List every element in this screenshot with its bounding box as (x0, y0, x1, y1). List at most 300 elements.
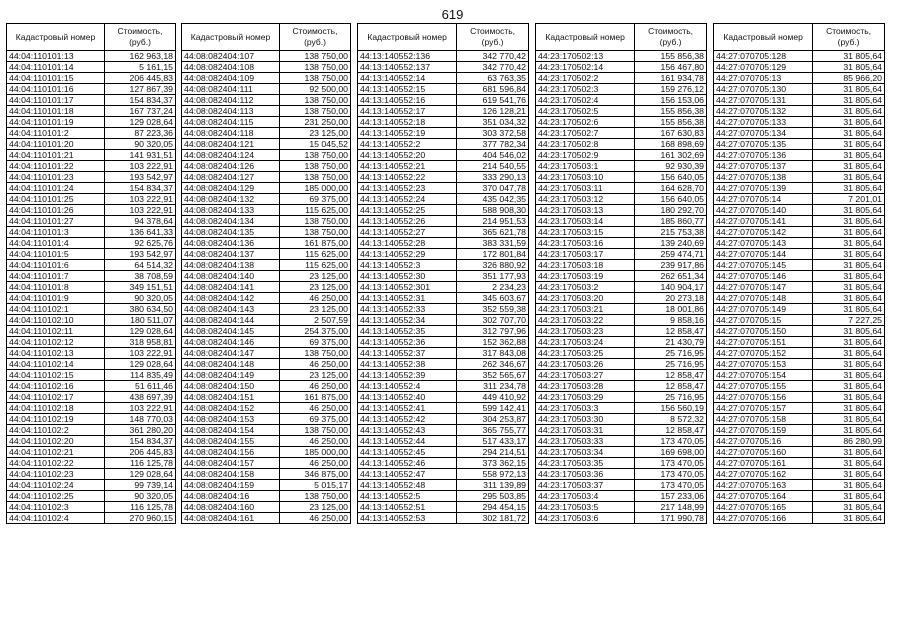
cost-cell: 206 445,83 (105, 73, 176, 84)
cost-cell: 599 142,41 (457, 403, 529, 414)
cost-cell: 23 125,00 (280, 271, 351, 282)
cost-cell: 87 223,36 (105, 128, 176, 139)
header-cadastral-number: Кадастровый номер (182, 24, 280, 51)
cost-cell: 295 503,85 (457, 491, 529, 502)
cost-cell: 619 541,76 (457, 95, 529, 106)
cadastral-number-cell: 44:27:070705:139 (714, 183, 813, 194)
cadastral-number-cell: 44:08:082404:111 (182, 84, 280, 95)
cost-cell: 2 507,59 (280, 315, 351, 326)
cadastral-number-cell: 44:04:110102:17 (7, 392, 105, 403)
table-row (714, 370, 885, 381)
cadastral-number-cell: 44:08:082404:148 (182, 359, 280, 370)
cost-cell: 31 805,64 (813, 392, 885, 403)
cost-cell: 294 454,15 (457, 502, 529, 513)
cost-cell: 326 880,92 (457, 260, 529, 271)
table-row (536, 425, 707, 436)
cadastral-number-cell: 44:08:082404:140 (182, 271, 280, 282)
cadastral-number-cell: 44:08:082404:160 (182, 502, 280, 513)
cadastral-number-cell: 44:04:110101:23 (7, 172, 105, 183)
cost-cell: 361 280,20 (105, 425, 176, 436)
table-row (536, 271, 707, 282)
cost-cell: 333 290,13 (457, 172, 529, 183)
table-row (182, 282, 351, 293)
cadastral-number-cell: 44:13:140552:51 (358, 502, 457, 513)
cost-cell: 185 000,00 (280, 183, 351, 194)
table-row (358, 260, 529, 271)
cadastral-number-cell: 44:13:140552:3 (358, 260, 457, 271)
table-row (182, 73, 351, 84)
cadastral-number-cell: 44:23:170503:10 (536, 172, 635, 183)
cadastral-number-cell: 44:23:170503:34 (536, 447, 635, 458)
table-row (7, 172, 176, 183)
cost-cell: 46 250,00 (280, 381, 351, 392)
cost-cell: 12 858,47 (635, 381, 707, 392)
cadastral-number-cell: 44:04:110102:10 (7, 315, 105, 326)
cost-cell: 31 805,64 (813, 172, 885, 183)
table-row (182, 62, 351, 73)
table-row (182, 337, 351, 348)
cadastral-number-cell: 44:08:082404:147 (182, 348, 280, 359)
cadastral-number-cell: 44:23:170503:14 (536, 216, 635, 227)
cadastral-number-cell: 44:27:070705:148 (714, 293, 813, 304)
cost-cell: 311 234,78 (457, 381, 529, 392)
table-row (714, 480, 885, 491)
cadastral-number-cell: 44:04:110102:20 (7, 436, 105, 447)
cadastral-table-4 (535, 23, 707, 524)
table-row (7, 315, 176, 326)
table-row (7, 271, 176, 282)
cadastral-number-cell: 44:13:140552:53 (358, 513, 457, 524)
table-row (536, 95, 707, 106)
cadastral-number-cell: 44:04:110101:15 (7, 73, 105, 84)
cost-cell: 155 856,38 (635, 117, 707, 128)
cost-cell: 31 805,64 (813, 381, 885, 392)
cadastral-number-cell: 44:13:140552:30 (358, 271, 457, 282)
cost-cell: 31 805,64 (813, 502, 885, 513)
table-row (182, 205, 351, 216)
cost-cell: 154 834,37 (105, 95, 176, 106)
table-row (714, 260, 885, 271)
cost-cell: 116 125,78 (105, 502, 176, 513)
table-row (536, 359, 707, 370)
cadastral-number-cell: 44:13:140552:42 (358, 414, 457, 425)
cost-cell: 161 875,00 (280, 392, 351, 403)
cadastral-number-cell: 44:23:170503:19 (536, 271, 635, 282)
cadastral-number-cell: 44:13:140552:2 (358, 139, 457, 150)
table-row (7, 95, 176, 106)
cadastral-number-cell: 44:23:170503:27 (536, 370, 635, 381)
cadastral-number-cell: 44:08:082404:118 (182, 128, 280, 139)
header-cost: Стоимость, (руб.) (813, 24, 885, 51)
cost-cell: 370 047,78 (457, 183, 529, 194)
cadastral-number-cell: 44:23:170503:13 (536, 205, 635, 216)
header-row (536, 24, 707, 51)
cadastral-number-cell: 44:04:110101:6 (7, 260, 105, 271)
cost-cell: 23 125,00 (280, 502, 351, 513)
cost-cell: 156 153,06 (635, 95, 707, 106)
table-row (7, 238, 176, 249)
table-row (714, 128, 885, 139)
cost-cell: 31 805,64 (813, 447, 885, 458)
table-row (182, 172, 351, 183)
cost-cell: 157 233,06 (635, 491, 707, 502)
cost-cell: 161 875,00 (280, 238, 351, 249)
cadastral-number-cell: 44:08:082404:107 (182, 51, 280, 62)
cadastral-number-cell: 44:23:170503:12 (536, 194, 635, 205)
cadastral-number-cell: 44:08:082404:126 (182, 161, 280, 172)
table-row (358, 117, 529, 128)
table-row (536, 491, 707, 502)
cadastral-number-cell: 44:13:140552:39 (358, 370, 457, 381)
table-row (358, 238, 529, 249)
cost-cell: 156 467,80 (635, 62, 707, 73)
cost-cell: 31 805,64 (813, 304, 885, 315)
cost-cell: 15 045,52 (280, 139, 351, 150)
table-row (536, 249, 707, 260)
cost-cell: 346 875,00 (280, 469, 351, 480)
table-row (714, 73, 885, 84)
cadastral-number-cell: 44:04:110101:17 (7, 95, 105, 106)
cost-cell: 31 805,64 (813, 106, 885, 117)
cost-cell: 168 898,69 (635, 139, 707, 150)
cadastral-number-cell: 44:08:082404:151 (182, 392, 280, 403)
cadastral-number-cell: 44:23:170503:37 (536, 480, 635, 491)
cadastral-number-cell: 44:27:070705:165 (714, 502, 813, 513)
cost-cell: 127 867,39 (105, 84, 176, 95)
cadastral-number-cell: 44:08:082404:153 (182, 414, 280, 425)
table-row (536, 403, 707, 414)
cost-cell: 365 755,77 (457, 425, 529, 436)
cost-cell: 31 805,64 (813, 403, 885, 414)
table-row (7, 359, 176, 370)
table-row (7, 128, 176, 139)
cost-cell: 86 280,99 (813, 436, 885, 447)
table-row (714, 205, 885, 216)
cadastral-number-cell: 44:23:170503:36 (536, 469, 635, 480)
cost-cell: 373 362,15 (457, 458, 529, 469)
cadastral-number-cell: 44:04:110102:1 (7, 304, 105, 315)
table-row (182, 447, 351, 458)
table-row (714, 436, 885, 447)
cost-cell: 31 805,64 (813, 62, 885, 73)
cadastral-number-cell: 44:04:110102:2 (7, 425, 105, 436)
table-row (358, 271, 529, 282)
cadastral-number-cell: 44:08:082404:16 (182, 491, 280, 502)
cost-cell: 46 250,00 (280, 513, 351, 524)
table-row (182, 491, 351, 502)
cadastral-number-cell: 44:23:170502:2 (536, 73, 635, 84)
cadastral-number-cell: 44:04:110102:22 (7, 458, 105, 469)
cost-cell: 180 511,07 (105, 315, 176, 326)
cost-cell: 31 805,64 (813, 128, 885, 139)
cadastral-number-cell: 44:27:070705:162 (714, 469, 813, 480)
cost-cell: 141 931,51 (105, 150, 176, 161)
cadastral-number-cell: 44:13:140552:15 (358, 84, 457, 95)
header-cost: Стоимость, (руб.) (280, 24, 351, 51)
cadastral-number-cell: 44:08:082404:121 (182, 139, 280, 150)
cadastral-number-cell: 44:04:110101:3 (7, 227, 105, 238)
cost-cell: 215 753,38 (635, 227, 707, 238)
cost-cell: 85 966,20 (813, 73, 885, 84)
cadastral-number-cell: 44:27:070705:152 (714, 348, 813, 359)
cadastral-number-cell: 44:04:110102:18 (7, 403, 105, 414)
cadastral-number-cell: 44:23:170503:18 (536, 260, 635, 271)
cost-cell: 31 805,64 (813, 293, 885, 304)
cadastral-number-cell: 44:08:082404:150 (182, 381, 280, 392)
header-row (714, 24, 885, 51)
cadastral-number-cell: 44:27:070705:134 (714, 128, 813, 139)
cost-cell: 155 856,38 (635, 106, 707, 117)
cadastral-number-cell: 44:23:170503:23 (536, 326, 635, 337)
table-row (182, 370, 351, 381)
cadastral-number-cell: 44:13:140552:20 (358, 150, 457, 161)
cadastral-number-cell: 44:27:070705:164 (714, 491, 813, 502)
table-row (358, 315, 529, 326)
cadastral-number-cell: 44:13:140552:136 (358, 51, 457, 62)
table-row (358, 227, 529, 238)
cost-cell: 103 222,91 (105, 161, 176, 172)
cadastral-number-cell: 44:27:070705:159 (714, 425, 813, 436)
cost-cell: 31 805,64 (813, 491, 885, 502)
cost-cell: 90 320,05 (105, 139, 176, 150)
cost-cell: 138 750,00 (280, 62, 351, 73)
cadastral-number-cell: 44:04:110102:25 (7, 491, 105, 502)
cost-cell: 171 990,78 (635, 513, 707, 524)
cadastral-number-cell: 44:27:070705:135 (714, 139, 813, 150)
cost-cell: 116 125,78 (105, 458, 176, 469)
cadastral-number-cell: 44:27:070705:144 (714, 249, 813, 260)
cost-cell: 169 698,00 (635, 447, 707, 458)
cadastral-number-cell: 44:08:082404:132 (182, 194, 280, 205)
cadastral-number-cell: 44:04:110102:16 (7, 381, 105, 392)
cost-cell: 138 750,00 (280, 227, 351, 238)
cost-cell: 31 805,64 (813, 480, 885, 491)
cost-cell: 92 500,00 (280, 84, 351, 95)
table-row (536, 216, 707, 227)
table-row (358, 183, 529, 194)
cost-cell: 558 972,13 (457, 469, 529, 480)
cadastral-number-cell: 44:04:110101:2 (7, 128, 105, 139)
table-row (536, 348, 707, 359)
table-row (714, 51, 885, 62)
cadastral-number-cell: 44:23:170503:17 (536, 249, 635, 260)
table-row (7, 381, 176, 392)
table-row (536, 117, 707, 128)
cadastral-number-cell: 44:27:070705:130 (714, 84, 813, 95)
cost-cell: 31 805,64 (813, 260, 885, 271)
cadastral-number-cell: 44:23:170503:15 (536, 227, 635, 238)
cost-cell: 159 276,12 (635, 84, 707, 95)
table-row (536, 150, 707, 161)
cost-cell: 129 028,64 (105, 326, 176, 337)
cost-cell: 31 805,64 (813, 425, 885, 436)
header-row (358, 24, 529, 51)
table-row (182, 315, 351, 326)
cadastral-number-cell: 44:04:110102:14 (7, 359, 105, 370)
cadastral-number-cell: 44:23:170503:16 (536, 238, 635, 249)
cost-cell: 9 858,16 (635, 315, 707, 326)
table-row (7, 84, 176, 95)
cost-cell: 126 128,21 (457, 106, 529, 117)
cadastral-number-cell: 44:08:082404:115 (182, 117, 280, 128)
cadastral-number-cell: 44:23:170503:35 (536, 458, 635, 469)
cost-cell: 31 805,64 (813, 95, 885, 106)
cadastral-number-cell: 44:27:070705:161 (714, 458, 813, 469)
cadastral-number-cell: 44:23:170503:21 (536, 304, 635, 315)
table-row (7, 216, 176, 227)
table-row (536, 414, 707, 425)
cadastral-number-cell: 44:13:140552:31 (358, 293, 457, 304)
cadastral-number-cell: 44:08:082404:145 (182, 326, 280, 337)
cost-cell: 312 797,96 (457, 326, 529, 337)
table-row (714, 337, 885, 348)
cost-cell: 129 028,64 (105, 469, 176, 480)
table-row (182, 216, 351, 227)
cadastral-number-cell: 44:27:070705:153 (714, 359, 813, 370)
cost-cell: 31 805,64 (813, 227, 885, 238)
table-row (182, 227, 351, 238)
cost-cell: 31 805,64 (813, 513, 885, 524)
table-row (7, 183, 176, 194)
table-row (714, 458, 885, 469)
table-row (536, 480, 707, 491)
cost-cell: 7 201,01 (813, 194, 885, 205)
cost-cell: 148 770,03 (105, 414, 176, 425)
cost-cell: 154 834,37 (105, 436, 176, 447)
cadastral-number-cell: 44:08:082404:158 (182, 469, 280, 480)
cadastral-number-cell: 44:23:170503:30 (536, 414, 635, 425)
table-row (182, 238, 351, 249)
cadastral-number-cell: 44:08:082404:156 (182, 447, 280, 458)
cost-cell: 304 253,87 (457, 414, 529, 425)
cost-cell: 156 640,05 (635, 194, 707, 205)
cadastral-number-cell: 44:08:082404:138 (182, 260, 280, 271)
table-row (182, 84, 351, 95)
cadastral-number-cell: 44:27:070705:155 (714, 381, 813, 392)
cost-cell: 23 125,00 (280, 304, 351, 315)
cadastral-number-cell: 44:13:140552:27 (358, 227, 457, 238)
cadastral-number-cell: 44:23:170503:3 (536, 403, 635, 414)
cadastral-number-cell: 44:08:082404:146 (182, 337, 280, 348)
table-row (714, 161, 885, 172)
cadastral-number-cell: 44:13:140552:18 (358, 117, 457, 128)
cadastral-number-cell: 44:23:170502:4 (536, 95, 635, 106)
table-row (358, 304, 529, 315)
table-row (536, 51, 707, 62)
cost-cell: 94 378,64 (105, 216, 176, 227)
cadastral-number-cell: 44:13:140552:37 (358, 348, 457, 359)
cost-cell: 31 805,64 (813, 469, 885, 480)
table-row (7, 414, 176, 425)
cost-cell: 156 640,05 (635, 172, 707, 183)
table-row (536, 139, 707, 150)
cost-cell: 435 042,35 (457, 194, 529, 205)
table-row (182, 436, 351, 447)
table-row (536, 84, 707, 95)
table-row (536, 62, 707, 73)
table-row (7, 403, 176, 414)
cadastral-number-cell: 44:13:140552:44 (358, 436, 457, 447)
table-row (714, 172, 885, 183)
cost-cell: 161 302,69 (635, 150, 707, 161)
cadastral-number-cell: 44:23:170503:11 (536, 183, 635, 194)
table-row (358, 139, 529, 150)
table-row (182, 513, 351, 524)
cadastral-number-cell: 44:23:170503:31 (536, 425, 635, 436)
table-row (7, 139, 176, 150)
table-row (536, 205, 707, 216)
table-row (714, 293, 885, 304)
table-row (714, 304, 885, 315)
table-row (358, 161, 529, 172)
table-row (714, 95, 885, 106)
table-row (358, 436, 529, 447)
table-row (182, 425, 351, 436)
cost-cell: 351 177,93 (457, 271, 529, 282)
table-row (714, 392, 885, 403)
table-row (182, 139, 351, 150)
table-row (7, 304, 176, 315)
table-row (358, 205, 529, 216)
cost-cell: 38 708,59 (105, 271, 176, 282)
cadastral-number-cell: 44:27:070705:138 (714, 172, 813, 183)
cadastral-number-cell: 44:04:110101:24 (7, 183, 105, 194)
cost-cell: 172 801,84 (457, 249, 529, 260)
cost-cell: 259 474,71 (635, 249, 707, 260)
cadastral-number-cell: 44:04:110102:23 (7, 469, 105, 480)
cost-cell: 345 603,67 (457, 293, 529, 304)
cost-cell: 115 625,00 (280, 260, 351, 271)
table-row (7, 194, 176, 205)
cost-cell: 115 625,00 (280, 205, 351, 216)
cost-cell: 5 161,15 (105, 62, 176, 73)
table-row (536, 128, 707, 139)
cadastral-number-cell: 44:04:110101:14 (7, 62, 105, 73)
table-row (7, 392, 176, 403)
table-row (714, 62, 885, 73)
cost-cell: 262 651,34 (635, 271, 707, 282)
table-row (536, 161, 707, 172)
cadastral-number-cell: 44:23:170502:5 (536, 106, 635, 117)
cadastral-number-cell: 44:13:140552:17 (358, 106, 457, 117)
table-row (536, 260, 707, 271)
cadastral-number-cell: 44:23:170503:33 (536, 436, 635, 447)
cadastral-number-cell: 44:13:140552:22 (358, 172, 457, 183)
table-row (182, 95, 351, 106)
cadastral-number-cell: 44:08:082404:134 (182, 216, 280, 227)
table-row (182, 106, 351, 117)
cadastral-number-cell: 44:13:140552:16 (358, 95, 457, 106)
cadastral-number-cell: 44:27:070705:145 (714, 260, 813, 271)
table-row (536, 73, 707, 84)
table-row (7, 73, 176, 84)
cadastral-number-cell: 44:13:140552:28 (358, 238, 457, 249)
cost-cell: 164 628,70 (635, 183, 707, 194)
cadastral-number-cell: 44:13:140552:40 (358, 392, 457, 403)
cadastral-number-cell: 44:27:070705:14 (714, 194, 813, 205)
cadastral-number-cell: 44:23:170502:8 (536, 139, 635, 150)
cost-cell: 173 470,05 (635, 469, 707, 480)
table-row (7, 513, 176, 524)
cost-cell: 31 805,64 (813, 161, 885, 172)
cadastral-number-cell: 44:04:110101:19 (7, 117, 105, 128)
table-row (182, 260, 351, 271)
cost-cell: 90 320,05 (105, 491, 176, 502)
cost-cell: 31 805,64 (813, 271, 885, 282)
header-cadastral-number: Кадастровый номер (7, 24, 105, 51)
table-row (358, 293, 529, 304)
header-row (7, 24, 176, 51)
